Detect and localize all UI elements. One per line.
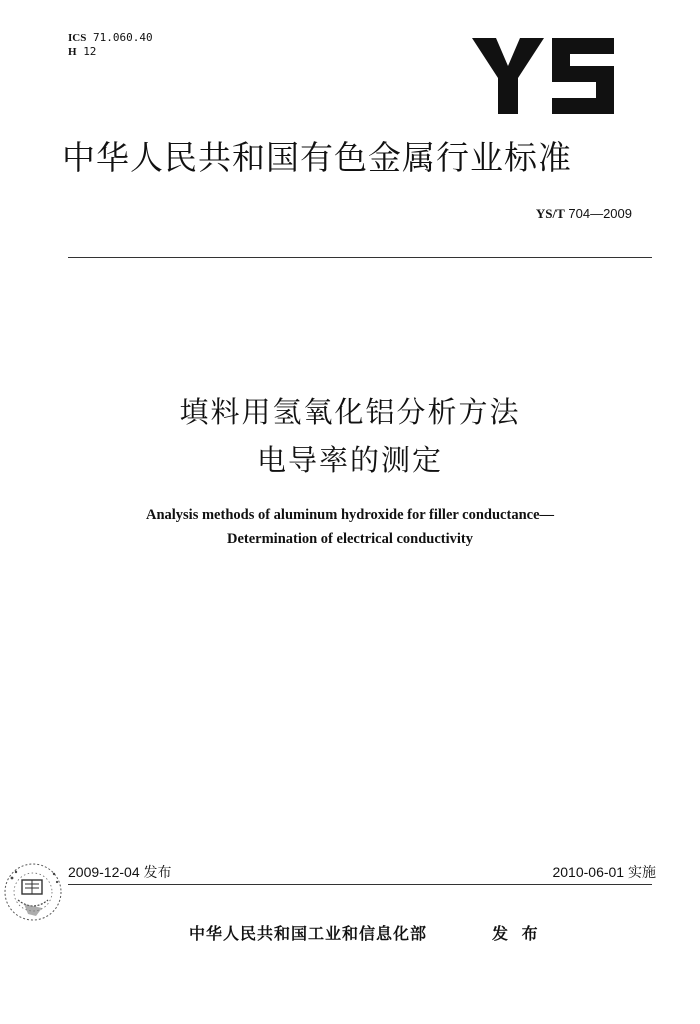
issuing-action: 发 布 (492, 924, 542, 943)
ys-logo (472, 38, 614, 114)
ics-code: 71.060.40 (92, 31, 153, 44)
footer-divider (68, 884, 652, 885)
standard-number-code: 704—2009 (568, 206, 632, 221)
ics-label: ICS (68, 32, 87, 44)
issuing-authority: 中华人民共和国工业和信息化部 (189, 924, 428, 943)
issue-date: 2009-12-04 发布 (68, 864, 172, 880)
publisher-seal-stamp (2, 858, 64, 926)
industry-title: 中华人民共和国有色金属行业标准 (62, 138, 572, 177)
standard-number-prefix: YS/T (535, 206, 565, 221)
chinese-title-line2: 电导率的测定 (256, 443, 443, 477)
ccs-code-line (68, 45, 153, 59)
english-title-line2: Determination of electrical conductivity (226, 531, 474, 547)
header-divider (68, 257, 652, 258)
ics-code-line (68, 31, 153, 45)
implementation-date: 2010-06-01 实施 (552, 864, 656, 880)
classification-codes (68, 31, 153, 59)
english-title-line1: Analysis methods of aluminum hydroxide for filler conductance— (145, 507, 555, 523)
ccs-label: H (68, 46, 77, 58)
ccs-code: 12 (83, 45, 97, 58)
standard-number (536, 206, 632, 222)
chinese-title-line1: 填料用氢氧化铝分析方法 (179, 395, 521, 429)
